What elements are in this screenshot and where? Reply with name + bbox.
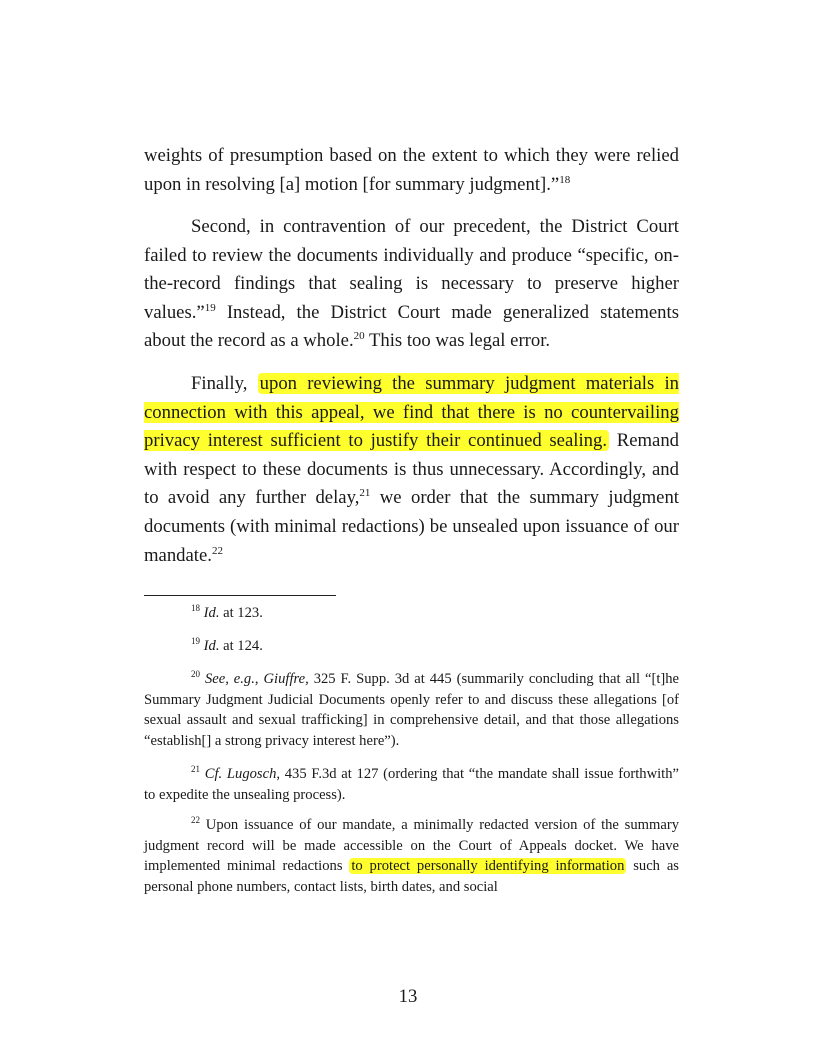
paragraph-1-text: weights of presumption based on the extent to which they were relied upon in resolving [a] motion [for summary judgment].”$^{18}$	[144, 145, 679, 195]
footnote-ref-20[interactable]: 20	[353, 330, 365, 343]
paragraph-2	[144, 213, 679, 356]
paragraph-1	[144, 142, 679, 199]
footnote-ref-18[interactable]: 18	[559, 173, 571, 186]
footnote-18: $^{18}$ Id. at 123.	[191, 603, 263, 621]
footnote-22: $^{22}$ Upon issuance of our mandate, a minimally redacted version of the summary judgment record will be made accessible on the Court of Appeals docket. We have implemented minimal redactions to protect personally identifying information such as personal phone numbers, contact lists, birth dates, and social	[144, 815, 679, 895]
highlighted-footnote-text: to protect personally identifying information	[351, 858, 625, 874]
footnote-ref-22[interactable]: 22	[211, 544, 223, 557]
paragraph-3-text: Finally, upon reviewing the summary judgment materials in connection with this appeal, we find that there is no countervailing privacy interest sufficient to justify their continued sealing. Remand with respect to these documents is thus unnecessary. Accordingly, and to avoid any further delay,$^{21}$ we order that the summary judgment documents (with minimal redactions) be unsealed upon issuance of our mandate.$^{22}$	[144, 373, 680, 566]
highlighted-text: upon reviewing the summary judgment materials in connection with this appeal, we find that there is no countervailing privacy interest sufficient to justify their continued sealing.	[144, 373, 679, 452]
footnote-ref-21[interactable]: 21	[359, 487, 371, 500]
footnote-divider	[144, 595, 336, 596]
footnote-20: $^{20}$ See, e.g., Giuffre, 325 F. Supp. 3d at 445 (summarily concluding that all “[t]he Summary Judgment Judicial Documents openly refer to and discuss these allegations [of sexual assault and sexual trafficking] in comprehensive detail, and that those allegations “establish[] a strong privacy interest here”).	[144, 669, 680, 749]
footnote-19: $^{19}$ Id. at 124.	[191, 636, 263, 654]
paragraph-3	[144, 370, 679, 570]
paragraph-2-text: Second, in contravention of our precedent, the District Court failed to review the documents individually and produce “specific, on-the-record findings that sealing is necessary to preserve higher values.”$^{19}$ Instead, the District Court made generalized statements about the record as a whole.$^{20}$ This too was legal error.	[144, 216, 679, 352]
footnote-ref-19[interactable]: 19	[204, 301, 216, 314]
footnote-21: $^{21}$ Cf. Lugosch, 435 F.3d at 127 (ordering that “the mandate shall issue forthwith” to expedite the unsealing process).	[144, 764, 680, 803]
page-number: 13	[398, 986, 418, 1007]
